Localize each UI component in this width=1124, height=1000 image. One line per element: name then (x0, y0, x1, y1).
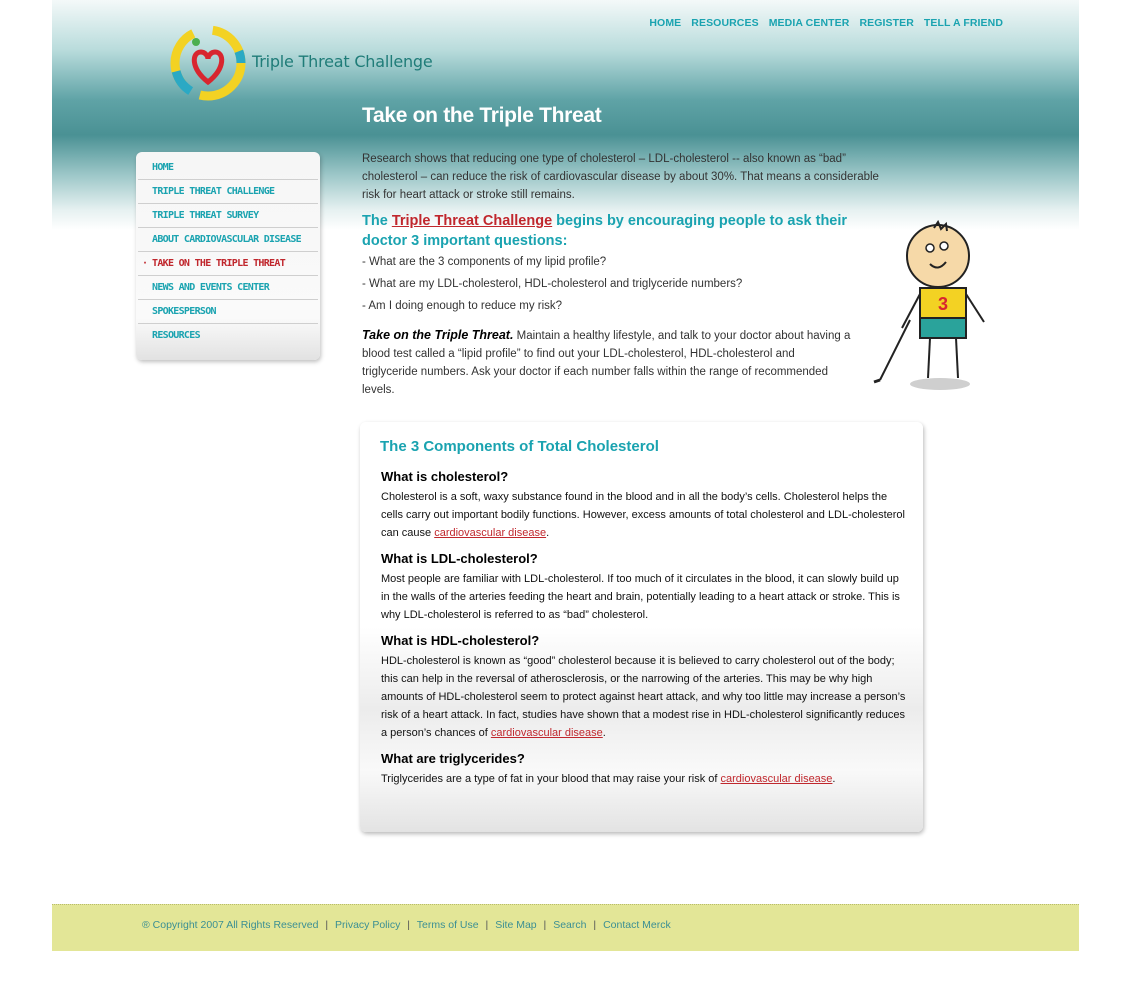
top-nav (649, 17, 1003, 29)
main-content (362, 104, 882, 396)
questions-heading-post: begins by encouraging people to ask their doctor 3 important questions: (362, 213, 848, 249)
footer-link-search[interactable]: Search (553, 919, 587, 931)
footer-link-terms-of-use[interactable]: Terms of Use (416, 919, 479, 931)
cardiovascular-disease-link[interactable]: cardiovascular disease (720, 773, 833, 785)
cardiovascular-disease-link[interactable]: cardiovascular disease (490, 727, 603, 739)
sidebar-item-label: TRIPLE THREAT CHALLENGE (152, 186, 275, 197)
section-hdl-cholesterol (381, 633, 906, 742)
footer-links (142, 919, 671, 931)
logo-text: Triple Threat Challenge (252, 52, 433, 71)
sidebar-item-label: RESOURCES (152, 330, 200, 341)
active-bullet-icon: · (142, 258, 148, 269)
page-title: Take on the Triple Threat (362, 104, 602, 127)
sidebar-item-spokesperson[interactable] (138, 300, 318, 324)
sidebar-item-resources[interactable] (138, 324, 318, 347)
logo-heart-icon (170, 24, 250, 104)
take-on-lead: Take on the Triple Threat. (362, 328, 514, 342)
logo[interactable] (170, 24, 440, 104)
footer-separator: | (485, 919, 489, 931)
section-heading: What is LDL-cholesterol? (381, 551, 538, 566)
section-triglycerides (381, 751, 906, 788)
section-tail: . (832, 773, 836, 785)
sidebar-item-triple-threat-survey[interactable] (138, 204, 318, 228)
section-text (381, 770, 906, 788)
questions-list (362, 256, 862, 322)
section-body: Cholesterol is a soft, waxy substance found in the blood and in all the body’s cells. Cholesterol helps the cells carry out important bodily functions. However, excess amounts of total cholesterol and LDL-cholesterol can cause (381, 491, 905, 539)
footer-separator: | (407, 919, 411, 931)
footer-separator: | (325, 919, 329, 931)
sidebar-item-label: ABOUT CARDIOVASCULAR DISEASE (152, 234, 301, 245)
question-item: - What are my LDL-cholesterol, HDL-cholesterol and triglyceride numbers? (362, 278, 743, 290)
copyright-text: ® Copyright 2007 All Rights Reserved (142, 919, 319, 931)
section-body: Triglycerides are a type of fat in your blood that may raise your risk of (381, 773, 721, 785)
sidebar-item-label: TAKE ON THE TRIPLE THREAT (152, 258, 286, 269)
footer-link-contact-merck[interactable]: Contact Merck (603, 919, 671, 931)
sidebar-item-news-and-events-center[interactable] (138, 276, 318, 300)
sidebar-item-label: TRIPLE THREAT SURVEY (152, 210, 259, 221)
footer-separator: | (593, 919, 597, 931)
sidebar-menu (136, 152, 320, 347)
section-ldl-cholesterol (381, 551, 906, 624)
shirt-number: 3 (937, 294, 949, 314)
sidebar-item-take-on-the-triple-threat[interactable] (138, 252, 318, 276)
topnav-register[interactable]: REGISTER (859, 17, 914, 29)
section-heading: What is HDL-cholesterol? (381, 633, 540, 648)
section-tail: . (546, 527, 550, 539)
section-text (381, 488, 906, 542)
sidebar-item-about-cardiovascular-disease[interactable] (138, 228, 318, 252)
sidebar-item-label: HOME (152, 162, 174, 173)
questions-heading-pre: The (362, 213, 392, 229)
sidebar-item-label: SPOKESPERSON (152, 306, 216, 317)
topnav-tell-a-friend[interactable]: TELL A FRIEND (923, 17, 1003, 29)
sidebar-item-triple-threat-challenge[interactable] (138, 180, 318, 204)
section-cholesterol (381, 469, 906, 542)
topnav-resources[interactable]: RESOURCES (691, 17, 759, 29)
section-body: Most people are familiar with LDL-cholesterol. If too much of it circulates in the blood, it can slowly build up in the walls of the arteries feeding the heart and brain, potentially leading to a heart attack or stroke. This is why LDL-cholesterol is referred to as “bad” cholesterol. (381, 573, 900, 621)
sidebar-item-home[interactable] (138, 156, 318, 180)
section-heading: What is cholesterol? (381, 469, 509, 484)
footer (52, 904, 1079, 951)
sidebar (136, 152, 320, 360)
section-text (381, 652, 906, 742)
box-title: The 3 Components of Total Cholesterol (380, 438, 659, 455)
topnav-home[interactable]: HOME (649, 17, 682, 29)
footer-separator: | (543, 919, 547, 931)
section-text (381, 570, 906, 624)
topnav-media-center[interactable]: MEDIA CENTER (768, 17, 850, 29)
triple-threat-challenge-link[interactable]: Triple Threat Challenge (391, 213, 553, 229)
intro-paragraph: Research shows that reducing one type of cholesterol – LDL-cholesterol -- also known as “bad” cholesterol – can reduce the risk of cardiovascular disease by about 30%. That means a considerable risk for heart attack or stroke still remains. (362, 153, 879, 201)
footer-link-site-map[interactable]: Site Map (495, 919, 537, 931)
question-item: - Am I doing enough to reduce my risk? (362, 300, 563, 312)
cardiovascular-disease-link[interactable]: cardiovascular disease (434, 527, 547, 539)
page (52, 0, 1079, 1000)
cholesterol-components-box (360, 422, 923, 832)
section-tail: . (602, 727, 606, 739)
section-heading: What are triglycerides? (381, 751, 525, 766)
mascot-illustration (872, 220, 1002, 395)
take-on-paragraph (362, 326, 852, 399)
footer-link-privacy-policy[interactable]: Privacy Policy (335, 919, 401, 931)
questions-heading (362, 211, 882, 251)
golfer-mascot-icon (872, 220, 1002, 395)
section-body: HDL-cholesterol is known as “good” cholesterol because it is believed to carry cholesterol out of the body; this can help in the reversal of atherosclerosis, or the narrowing of the arteries. This may be why high amounts of HDL-cholesterol seem to protect against heart attack, and why too little may increase a person’s risk of a heart attack. In fact, studies have shown that a modest rise in HDL-cholesterol significantly reduces a person’s chances of (381, 655, 906, 739)
question-item: - What are the 3 components of my lipid profile? (362, 256, 607, 268)
take-on-text: Maintain a healthy lifestyle, and talk to your doctor about having a blood test called a “lipid profile” to find out your LDL-cholesterol, HDL-cholesterol and triglyceride numbers. Ask your doctor if each number falls within the range of recommended levels. (362, 330, 851, 396)
sidebar-item-label: NEWS AND EVENTS CENTER (152, 282, 270, 293)
